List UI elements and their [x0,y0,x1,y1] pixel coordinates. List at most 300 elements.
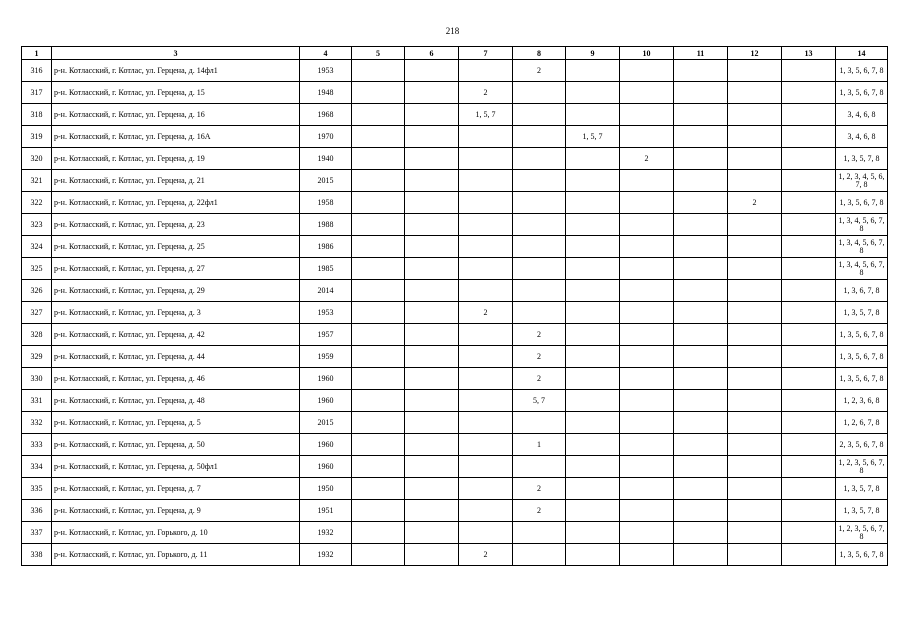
col13-cell [782,324,836,346]
col13-cell [782,170,836,192]
col5-cell [352,544,405,566]
row-number-cell: 335 [22,478,52,500]
row-number-cell: 323 [22,214,52,236]
col12-cell [728,170,782,192]
table-row [22,544,888,566]
col12-cell [728,258,782,280]
col9-cell [566,258,620,280]
col13-cell [782,280,836,302]
notes-cell: 1, 3, 5, 7, 8 [836,148,888,170]
col13-cell [782,522,836,544]
col12-cell [728,434,782,456]
address-cell: р-н. Котласский, г. Котлас, ул. Герцена, д. 19 [52,148,300,170]
col11-cell [674,390,728,412]
col6-cell [405,500,459,522]
col6-cell [405,368,459,390]
col12-cell [728,412,782,434]
col5-cell [352,126,405,148]
col6-cell [405,280,459,302]
col7-cell: 2 [459,544,513,566]
table-row [22,280,888,302]
col11-cell [674,500,728,522]
col13-cell [782,82,836,104]
col10-cell [620,214,674,236]
col10-cell: 2 [620,148,674,170]
col8-cell [513,544,566,566]
col5-cell [352,214,405,236]
col13-cell [782,60,836,82]
year-cell: 1960 [300,434,352,456]
col5-cell [352,324,405,346]
col12-cell [728,478,782,500]
year-cell: 1958 [300,192,352,214]
notes-cell: 1, 3, 5, 6, 7, 8 [836,544,888,566]
col9-cell [566,368,620,390]
address-cell: р-н. Котласский, г. Котлас, ул. Герцена, д. 50 [52,434,300,456]
col9-cell [566,192,620,214]
col5-cell [352,302,405,324]
col10-cell [620,434,674,456]
year-cell: 1970 [300,126,352,148]
col6-cell [405,346,459,368]
col6-cell [405,544,459,566]
table-row [22,390,888,412]
col10-cell [620,368,674,390]
col11-cell [674,346,728,368]
col6-cell [405,126,459,148]
col9-cell [566,544,620,566]
col10-cell [620,192,674,214]
year-cell: 2014 [300,280,352,302]
row-number-cell: 320 [22,148,52,170]
col9-cell [566,104,620,126]
col13-cell [782,500,836,522]
col6-cell [405,148,459,170]
col10-cell [620,82,674,104]
col12-cell [728,500,782,522]
year-cell: 1940 [300,148,352,170]
col11-cell [674,236,728,258]
col13-cell [782,390,836,412]
col10-cell [620,126,674,148]
col7-cell [459,60,513,82]
col12-cell [728,302,782,324]
notes-cell: 1, 2, 3, 4, 5, 6, 7, 8 [836,170,888,192]
col12-cell [728,148,782,170]
header-cell: 1 [22,47,52,60]
col7-cell: 2 [459,302,513,324]
col8-cell [513,170,566,192]
col6-cell [405,478,459,500]
col7-cell [459,346,513,368]
col13-cell [782,148,836,170]
col6-cell [405,170,459,192]
col6-cell [405,104,459,126]
col7-cell: 1, 5, 7 [459,104,513,126]
col11-cell [674,368,728,390]
table-row [22,346,888,368]
col6-cell [405,302,459,324]
row-number-cell: 326 [22,280,52,302]
notes-cell: 1, 3, 5, 7, 8 [836,500,888,522]
table-row [22,192,888,214]
col11-cell [674,434,728,456]
row-number-cell: 336 [22,500,52,522]
col12-cell [728,346,782,368]
notes-cell: 3, 4, 6, 8 [836,104,888,126]
header-cell: 3 [52,47,300,60]
year-cell: 1932 [300,544,352,566]
col9-cell [566,280,620,302]
header-cell: 7 [459,47,513,60]
col5-cell [352,82,405,104]
col11-cell [674,126,728,148]
notes-cell: 1, 3, 5, 6, 7, 8 [836,192,888,214]
col5-cell [352,236,405,258]
year-cell: 1957 [300,324,352,346]
address-cell: р-н. Котласский, г. Котлас, ул. Герцена, д. 14фл1 [52,60,300,82]
row-number-cell: 333 [22,434,52,456]
col5-cell [352,192,405,214]
col13-cell [782,434,836,456]
col10-cell [620,302,674,324]
col7-cell [459,280,513,302]
year-cell: 2015 [300,170,352,192]
col11-cell [674,302,728,324]
col11-cell [674,324,728,346]
col13-cell [782,412,836,434]
row-number-cell: 327 [22,302,52,324]
col10-cell [620,346,674,368]
col6-cell [405,456,459,478]
col8-cell [513,456,566,478]
col6-cell [405,60,459,82]
col10-cell [620,104,674,126]
col10-cell [620,280,674,302]
col9-cell [566,148,620,170]
col12-cell [728,390,782,412]
table-body [22,60,888,566]
year-cell: 1948 [300,82,352,104]
col10-cell [620,236,674,258]
row-number-cell: 330 [22,368,52,390]
col8-cell: 2 [513,478,566,500]
col5-cell [352,258,405,280]
col12-cell [728,104,782,126]
col5-cell [352,390,405,412]
address-cell: р-н. Котласский, г. Котлас, ул. Герцена, д. 21 [52,170,300,192]
col11-cell [674,170,728,192]
col9-cell: 1, 5, 7 [566,126,620,148]
col9-cell [566,412,620,434]
notes-cell: 1, 3, 5, 6, 7, 8 [836,60,888,82]
col8-cell [513,412,566,434]
col6-cell [405,82,459,104]
year-cell: 1953 [300,302,352,324]
col13-cell [782,104,836,126]
header-cell: 11 [674,47,728,60]
year-cell: 1960 [300,368,352,390]
col8-cell: 5, 7 [513,390,566,412]
col11-cell [674,192,728,214]
col9-cell [566,456,620,478]
table-row [22,368,888,390]
col9-cell [566,302,620,324]
buildings-table [21,46,888,566]
col5-cell [352,500,405,522]
year-cell: 1960 [300,390,352,412]
col8-cell: 2 [513,368,566,390]
year-cell: 1951 [300,500,352,522]
col12-cell [728,544,782,566]
col8-cell [513,126,566,148]
col8-cell [513,192,566,214]
address-cell: р-н. Котласский, г. Котлас, ул. Герцена, д. 48 [52,390,300,412]
col11-cell [674,104,728,126]
col13-cell [782,346,836,368]
col12-cell [728,214,782,236]
row-number-cell: 318 [22,104,52,126]
col13-cell [782,214,836,236]
col5-cell [352,522,405,544]
notes-cell: 1, 3, 5, 6, 7, 8 [836,82,888,104]
col6-cell [405,390,459,412]
col8-cell [513,280,566,302]
col13-cell [782,126,836,148]
year-cell: 1953 [300,60,352,82]
col7-cell [459,522,513,544]
col7-cell [459,126,513,148]
address-cell: р-н. Котласский, г. Котлас, ул. Герцена, д. 16А [52,126,300,148]
year-cell: 2015 [300,412,352,434]
year-cell: 1959 [300,346,352,368]
col13-cell [782,478,836,500]
col9-cell [566,60,620,82]
col11-cell [674,82,728,104]
table-row [22,478,888,500]
col11-cell [674,522,728,544]
col7-cell [459,368,513,390]
col8-cell [513,302,566,324]
address-cell: р-н. Котласский, г. Котлас, ул. Герцена, д. 27 [52,258,300,280]
col7-cell [459,434,513,456]
header-cell: 9 [566,47,620,60]
table-row [22,302,888,324]
year-cell: 1988 [300,214,352,236]
col7-cell [459,500,513,522]
col8-cell [513,236,566,258]
header-cell: 6 [405,47,459,60]
col13-cell [782,302,836,324]
col5-cell [352,434,405,456]
col9-cell [566,434,620,456]
year-cell: 1950 [300,478,352,500]
col11-cell [674,214,728,236]
notes-cell: 1, 3, 5, 6, 7, 8 [836,324,888,346]
address-cell: р-н. Котласский, г. Котлас, ул. Герцена, д. 9 [52,500,300,522]
row-number-cell: 325 [22,258,52,280]
col12-cell [728,368,782,390]
address-cell: р-н. Котласский, г. Котлас, ул. Герцена, д. 16 [52,104,300,126]
row-number-cell: 316 [22,60,52,82]
col13-cell [782,192,836,214]
col8-cell [513,258,566,280]
col10-cell [620,544,674,566]
col6-cell [405,522,459,544]
col12-cell [728,236,782,258]
col12-cell [728,60,782,82]
col11-cell [674,280,728,302]
col11-cell [674,478,728,500]
year-cell: 1960 [300,456,352,478]
year-cell: 1968 [300,104,352,126]
col12-cell: 2 [728,192,782,214]
address-cell: р-н. Котласский, г. Котлас, ул. Герцена, д. 3 [52,302,300,324]
col10-cell [620,60,674,82]
col10-cell [620,522,674,544]
col9-cell [566,346,620,368]
address-cell: р-н. Котласский, г. Котлас, ул. Герцена, д. 22фл1 [52,192,300,214]
col9-cell [566,214,620,236]
table-row [22,126,888,148]
col7-cell [459,258,513,280]
table-row [22,258,888,280]
col7-cell: 2 [459,82,513,104]
notes-cell: 1, 3, 6, 7, 8 [836,280,888,302]
col6-cell [405,214,459,236]
notes-cell: 1, 3, 4, 5, 6, 7, 8 [836,214,888,236]
table-row [22,434,888,456]
table-row [22,500,888,522]
notes-cell: 1, 2, 6, 7, 8 [836,412,888,434]
address-cell: р-н. Котласский, г. Котлас, ул. Герцена, д. 44 [52,346,300,368]
col9-cell [566,478,620,500]
notes-cell: 1, 3, 5, 6, 7, 8 [836,368,888,390]
col10-cell [620,478,674,500]
header-cell: 13 [782,47,836,60]
col8-cell [513,104,566,126]
col8-cell [513,214,566,236]
col8-cell [513,82,566,104]
row-number-cell: 322 [22,192,52,214]
col5-cell [352,60,405,82]
col13-cell [782,236,836,258]
notes-cell: 3, 4, 6, 8 [836,126,888,148]
col10-cell [620,412,674,434]
col13-cell [782,456,836,478]
header-row [22,47,888,60]
address-cell: р-н. Котласский, г. Котлас, ул. Горького, д. 11 [52,544,300,566]
table-row [22,82,888,104]
table-row [22,412,888,434]
address-cell: р-н. Котласский, г. Котлас, ул. Герцена, д. 42 [52,324,300,346]
row-number-cell: 319 [22,126,52,148]
col12-cell [728,324,782,346]
col9-cell [566,522,620,544]
notes-cell: 1, 2, 3, 6, 8 [836,390,888,412]
table-row [22,522,888,544]
col13-cell [782,368,836,390]
col12-cell [728,280,782,302]
row-number-cell: 324 [22,236,52,258]
col9-cell [566,390,620,412]
row-number-cell: 331 [22,390,52,412]
col5-cell [352,170,405,192]
page-number: 218 [445,26,460,36]
col12-cell [728,82,782,104]
address-cell: р-н. Котласский, г. Котлас, ул. Герцена, д. 15 [52,82,300,104]
address-cell: р-н. Котласский, г. Котлас, ул. Герцена, д. 50фл1 [52,456,300,478]
row-number-cell: 328 [22,324,52,346]
col9-cell [566,82,620,104]
col11-cell [674,412,728,434]
col12-cell [728,522,782,544]
address-cell: р-н. Котласский, г. Котлас, ул. Герцена, д. 5 [52,412,300,434]
row-number-cell: 317 [22,82,52,104]
col6-cell [405,434,459,456]
header-cell: 10 [620,47,674,60]
col8-cell: 1 [513,434,566,456]
col7-cell [459,236,513,258]
col5-cell [352,346,405,368]
col10-cell [620,500,674,522]
notes-cell: 1, 2, 3, 5, 6, 7, 8 [836,522,888,544]
col11-cell [674,148,728,170]
header-cell: 4 [300,47,352,60]
notes-cell: 1, 2, 3, 5, 6, 7, 8 [836,456,888,478]
col9-cell [566,324,620,346]
address-cell: р-н. Котласский, г. Котлас, ул. Горького, д. 10 [52,522,300,544]
row-number-cell: 338 [22,544,52,566]
col6-cell [405,192,459,214]
table-row [22,60,888,82]
col6-cell [405,412,459,434]
col8-cell [513,148,566,170]
col11-cell [674,258,728,280]
col10-cell [620,390,674,412]
col12-cell [728,456,782,478]
col13-cell [782,544,836,566]
col11-cell [674,60,728,82]
col8-cell: 2 [513,500,566,522]
row-number-cell: 334 [22,456,52,478]
table-row [22,170,888,192]
table-row [22,236,888,258]
table-row [22,148,888,170]
col5-cell [352,478,405,500]
year-cell: 1932 [300,522,352,544]
col7-cell [459,192,513,214]
address-cell: р-н. Котласский, г. Котлас, ул. Герцена, д. 7 [52,478,300,500]
table-row [22,104,888,126]
row-number-cell: 321 [22,170,52,192]
col9-cell [566,170,620,192]
notes-cell: 2, 3, 5, 6, 7, 8 [836,434,888,456]
col9-cell [566,236,620,258]
col7-cell [459,324,513,346]
col8-cell: 2 [513,60,566,82]
year-cell: 1985 [300,258,352,280]
col7-cell [459,390,513,412]
header-cell: 12 [728,47,782,60]
col11-cell [674,544,728,566]
col6-cell [405,236,459,258]
col8-cell [513,522,566,544]
notes-cell: 1, 3, 4, 5, 6, 7, 8 [836,258,888,280]
col6-cell [405,258,459,280]
col7-cell [459,456,513,478]
col7-cell [459,412,513,434]
